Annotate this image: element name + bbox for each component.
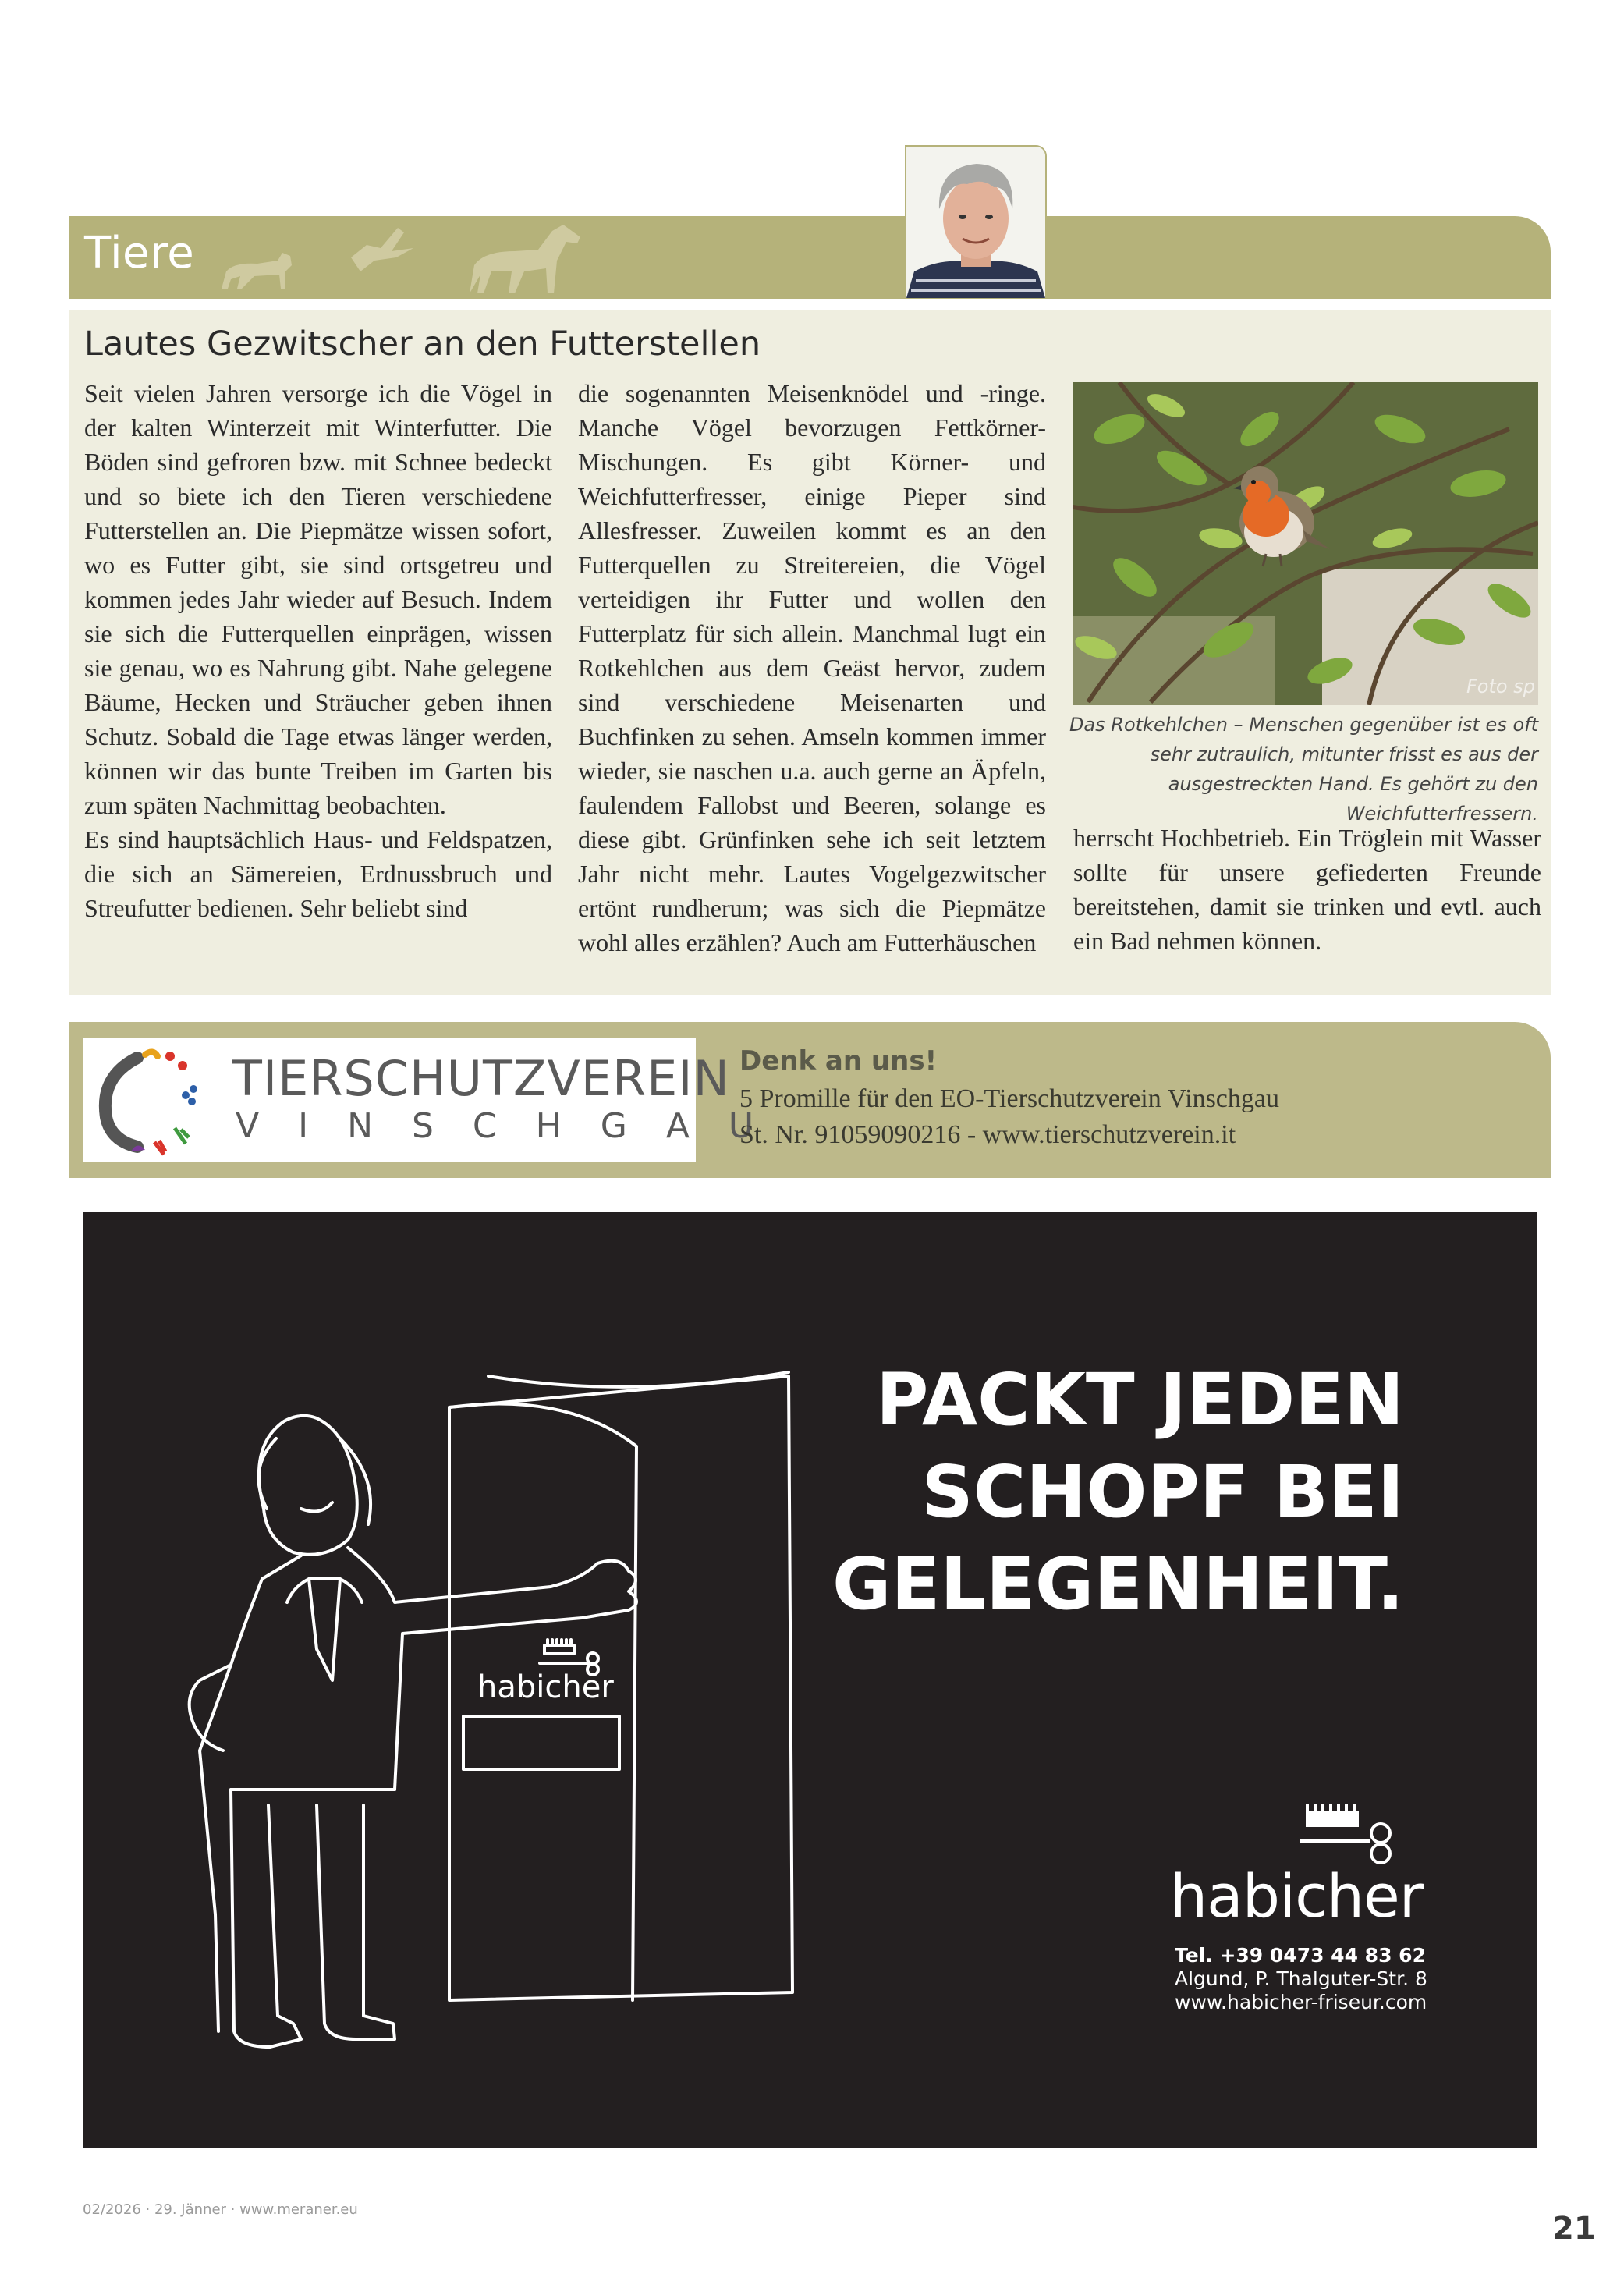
tierschutz-logo-icon xyxy=(83,1038,239,1162)
photo-credit: Foto sp xyxy=(1466,676,1535,697)
robin-photo xyxy=(1073,382,1538,705)
article-column-1: Seit vielen Jahren versorge ich die Vögel in der kalten Winterzeit mit Winterfutter. Die Böden sind gefroren bzw. mit Schnee bedeckt und so biete ich den Tieren verschiedene Futterstellen an. Die Piepmätze wissen sofort, wo es Futter gibt, sie sind ortsgetreu und kommen jedes Jahr wieder auf Besuch. Indem sie sich die Futterquellen einprägen, wissen sie genau, wo es Nahrung gibt. Nahe gelegene Bäume, Hecken und Sträucher geben ihnen Schutz. Sobald die Tage etwas länger werden, können wir das bunte Treiben im Garten bis zum späten Nachmittag beobachten. Es sind hauptsächlich Haus- und Feldspatzen, die sich an Sämereien, Erdnussbruch und Streufutter bedienen. Sehr beliebt sind xyxy=(84,379,552,922)
tierschutz-logo-sub: VINSCHGAU xyxy=(236,1106,793,1146)
article-column-3: herrscht Hochbetrieb. Ein Tröglein mit Wasser sollte für unsere gefiederten Freunde bereitstehen, damit sie trinken und evtl. auch ein Bad nehmen können. xyxy=(1073,824,1541,955)
ad-website: www.habicher-friseur.com xyxy=(1175,1991,1427,2013)
article-column-2: die sogenannten Meisenknödel und -ringe. Manche Vögel bevorzugen Fettkörner-Mischungen. Es gibt Körner- und Weichfutterfresser, einige Pieper sind Allesfresser. Zuweilen kommt es an den Futterquellen zu Streitereien, die Vögel verteidigen ihr Futter und wollen den Futterplatz für sich allein. Manchmal lugt ein Rotkehlchen aus dem Geäst hervor, zudem sind verschiedene Meisenarten und Buchfinken zu sehen. Amseln kommen immer wieder, sie naschen u.a. auch gerne an Äpfeln, faulendem Fallobst und Beeren, solange es diese gibt. Grünfinken sehe ich seit letztem Jahr nicht mehr. Lautes Vogelgezwitscher ertönt rundherum; was sich die Piepmätze wohl alles erzählen? Auch am Futterhäuschen xyxy=(578,379,1046,956)
bird-icon xyxy=(351,228,413,271)
photo-caption: Das Rotkehlchen – Menschen gegenüber ist es oft sehr zutraulich, mitunter frisst es aus der ausgestreckten Hand. Es gehört zu den Weichfutterfressern. xyxy=(1069,714,1538,825)
footer-issue-info: 02/2026 · 29. Jänner · www.meraner.eu xyxy=(83,2201,358,2218)
scissors-comb-icon xyxy=(1300,1804,1390,1863)
animal-silhouettes-decoration xyxy=(211,217,601,299)
ad-address: Algund, P. Thalguter-Str. 8 xyxy=(1175,1967,1427,1990)
ad-telephone: Tel. +39 0473 44 83 62 xyxy=(1175,1944,1426,1967)
slogan-line-3: GELEGENHEIT. xyxy=(832,1542,1404,1626)
author-portrait xyxy=(905,145,1047,298)
slogan-line-1: PACKT JEDEN xyxy=(875,1358,1404,1442)
horse-icon xyxy=(470,225,580,293)
door-brand-label: habicher xyxy=(477,1669,614,1705)
section-title: Tiere xyxy=(84,228,195,278)
ad-brand-logo: habicher xyxy=(1170,1861,1424,1931)
ad-slogan xyxy=(780,1354,1404,1630)
slogan-line-2: SCHOPF BEI xyxy=(921,1450,1404,1534)
tierschutz-logo-name: TIERSCHUTZVEREIN xyxy=(232,1050,730,1107)
tierschutz-line-1: 5 Promille für den EO-Tierschutzverein Vinschgau xyxy=(739,1084,1279,1113)
page-number: 21 xyxy=(1552,2211,1596,2247)
tierschutz-line-2: St. Nr. 91059090216 - www.tierschutzverein.it xyxy=(739,1120,1236,1149)
article-headline: Lautes Gezwitscher an den Futterstellen xyxy=(84,325,761,364)
dog-icon xyxy=(222,253,292,289)
tierschutz-heading: Denk an uns! xyxy=(739,1045,938,1077)
